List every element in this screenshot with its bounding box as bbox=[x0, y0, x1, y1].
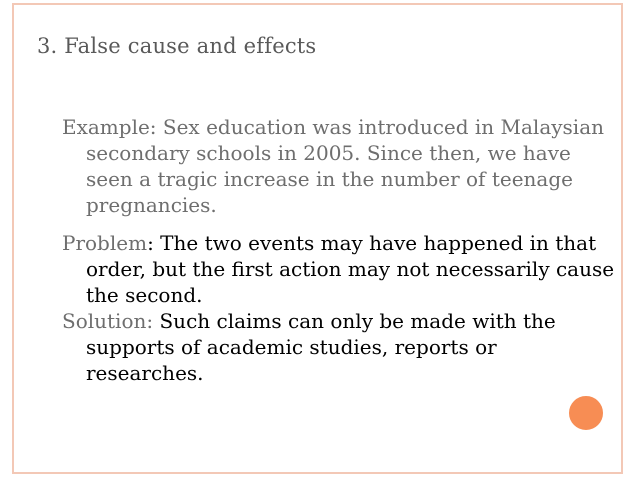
solution-paragraph bbox=[62, 308, 617, 386]
slide-title: 3. False cause and effects bbox=[37, 34, 317, 58]
orange-circle-decoration bbox=[566, 393, 606, 433]
solution-label: Solution: bbox=[62, 309, 154, 333]
problem-text: : The two events may have happened in that order, but the first action may not necessarily cause the second. bbox=[86, 231, 615, 307]
problem-label: Problem bbox=[62, 231, 148, 255]
solution-text: Such claims can only be made with the supports of academic studies, reports or researches. bbox=[86, 309, 556, 385]
example-paragraph: Example: Sex education was introduced in Malaysian secondary schools in 2005. Since then, we have seen a tragic increase in the number of teenage pregnancies. bbox=[62, 115, 605, 217]
problem-paragraph bbox=[62, 230, 617, 308]
slide-body bbox=[62, 114, 617, 386]
